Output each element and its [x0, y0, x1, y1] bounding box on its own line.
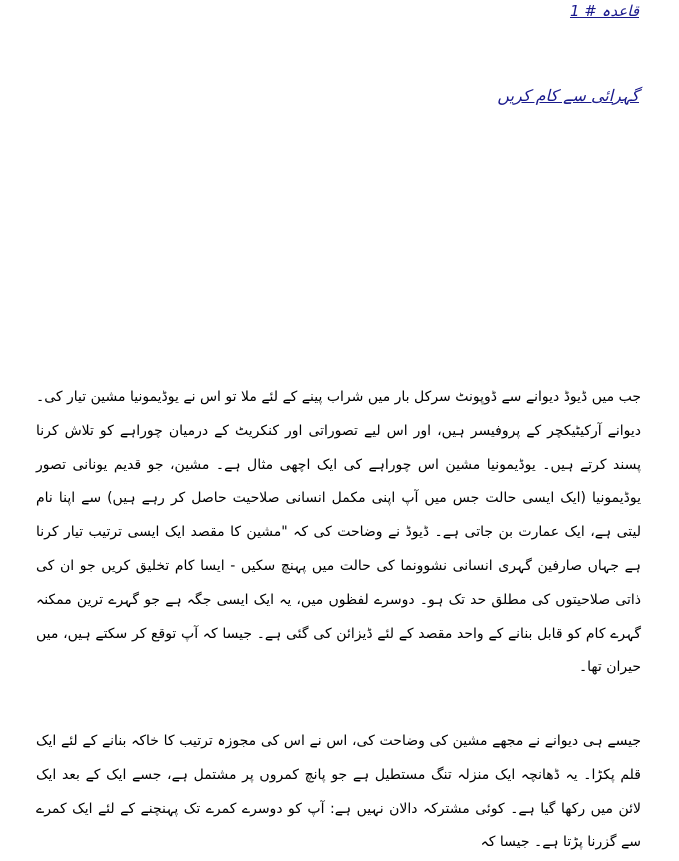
rule-heading: قاعدہ # 1 — [569, 2, 639, 20]
paragraph: جیسے ہی دیوانے نے مجھے مشین کی وضاحت کی، اس نے اس کی مجوزہ ترتیب کا خاکہ بنانے کے لئے ایک قلم پکڑا۔ یہ ڈھانچہ ایک منزلہ تنگ مستطیل ہے جو پانچ کمروں پر مشتمل ہے، جسے ایک کے بعد ایک لائن میں رکھا گیا ہے۔ کوئی مشترکہ دالان نہیں ہے: آپ کو دوسرے کمرے تک پہنچنے کے لئے ایک کمرے سے گزرنا پڑتا ہے۔ جیسا کہ — [36, 733, 641, 851]
chapter-title: گہرائی سے کام کریں — [497, 86, 639, 105]
paragraph: جب میں ڈیوڈ دیوانے سے ڈوپونٹ سرکل بار میں شراب پینے کے لئے ملا تو اس نے یوڈیمونیا مشین تیار کی۔ دیوانے آرکیٹیکچر کے پروفیسر ہیں، اور اس لیے تصوراتی اور کنکریٹ کے درمیان چوراہے کو تلاش کرنا پسند کرتے ہیں۔ یوڈیمونیا مشین اس چوراہے کی ایک اچھی مثال ہے۔ مشین، جو قدیم یونانی تصور یوڈیمونیا (ایک ایسی حالت جس میں آپ اپنی مکمل انسانی صلاحیت حاصل کر رہے ہیں) سے اپنا نام لیتی ہے، ایک عمارت بن جاتی ہے۔ ڈیوڈ نے وضاحت کی کہ "مشین کا مقصد ایک ایسی ترتیب تیار کرنا ہے جہاں صارفین گہری انسانی نشوونما کی حالت میں پہنچ سکیں - ایسا کام تخلیق کریں جو ان کی ذاتی صلاحیتوں کی مطلق حد تک ہو۔ دوسرے لفظوں میں، یہ ایک ایسی جگہ ہے جو گہرے ترین ممکنہ گہرے کام کو قابل بنانے کے واحد مقصد کے لئے ڈیزائن کی گئی ہے۔ جیسا کہ آپ توقع کر سکتے ہیں، میں حیران تھا۔ — [36, 389, 641, 676]
